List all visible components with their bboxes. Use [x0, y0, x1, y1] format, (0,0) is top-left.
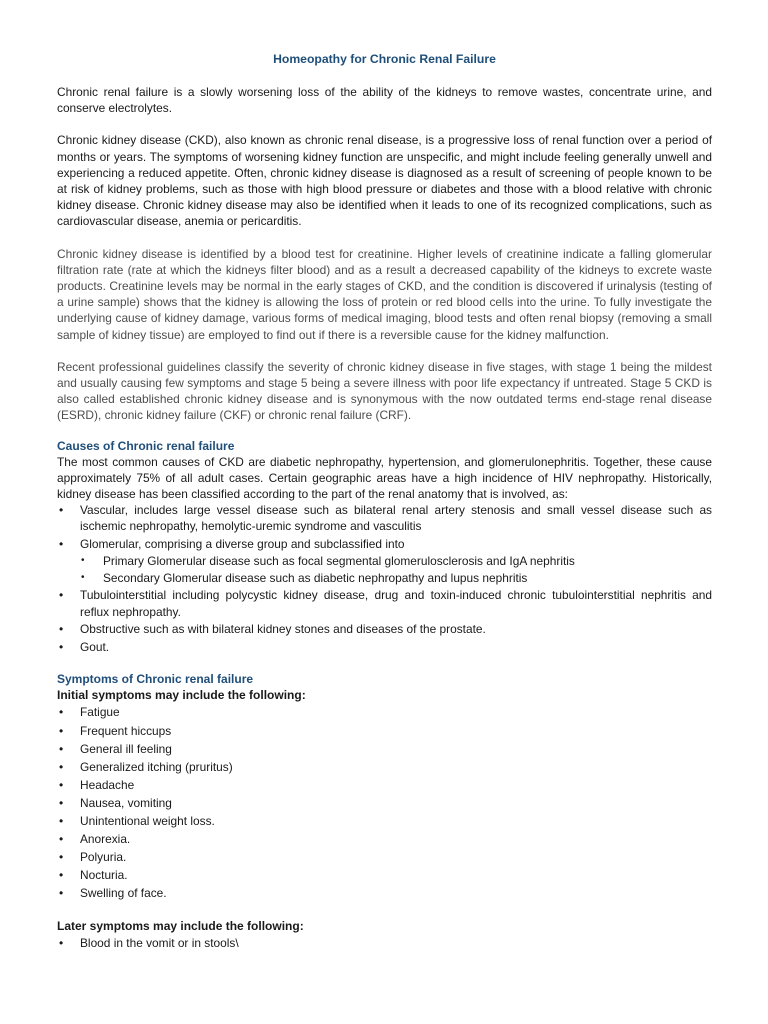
list-item: • Frequent hiccups	[57, 723, 712, 739]
later-symptoms-list	[57, 935, 712, 951]
paragraph-intro: Chronic renal failure is a slowly worsening loss of the ability of the kidneys to remove wastes, concentrate urine, and conserve electrolytes.	[57, 85, 712, 116]
list-item: • General ill feeling	[57, 741, 712, 757]
document-title: Homeopathy for Chronic Renal Failure	[273, 52, 496, 66]
list-item: • Obstructive such as with bilateral kidney stones and diseases of the prostate.	[57, 621, 712, 637]
list-item: • Secondary Glomerular disease such as diabetic nephropathy and lupus nephritis	[80, 570, 712, 586]
list-item: • Nausea, vomiting	[57, 795, 712, 811]
list-item: • Fatigue	[57, 704, 712, 720]
paragraph-creatinine: Chronic kidney disease is identified by a blood test for creatinine. Higher levels of creatinine indicate a falling glomerular filtration rate (rate at which the kidneys filter blood) and as a result a decreased capability of the kidneys to excrete waste products. Creatinine levels may be normal in the early stages of CKD, and the condition is discovered if urinalysis (testing of a urine sample) shows that the kidney is allowing the loss of protein or red blood cells into the urine. To fully investigate the underlying cause of kidney damage, various forms of medical imaging, blood tests and often renal biopsy (removing a small sample of kidney tissue) are employed to find out if there is a reversible cause for the kidney malfunction.	[57, 246, 712, 342]
paragraph-ckd: Chronic kidney disease (CKD), also known as chronic renal disease, is a progressive loss of renal function over a period of months or years. The symptoms of worsening kidney function are unspecific, and might include feeling generally unwell and experiencing a reduced appetite. Often, chronic kidney disease is diagnosed as a result of screening of people known to be at risk of kidney problems, such as those with high blood pressure or diabetes and those with a blood relative with chronic kidney disease. Chronic kidney disease may also be identified when it leads to one of its recognized complications, such as cardiovascular disease, anemia or pericarditis.	[57, 133, 712, 229]
initial-symptoms-label: Initial symptoms may include the following:	[57, 688, 306, 703]
list-item: • Polyuria.	[57, 849, 712, 865]
list-item: • Generalized itching (pruritus)	[57, 759, 712, 775]
later-symptoms-label: Later symptoms may include the following:	[57, 918, 304, 933]
initial-symptoms-list	[57, 704, 712, 901]
symptoms-heading: Symptoms of Chronic renal failure	[57, 672, 254, 687]
list-item: • Tubulointerstitial including polycystic kidney disease, drug and toxin-induced chronic tubulointerstitial nephritis and reflux nephropathy.	[57, 587, 712, 619]
glomerular-sublist	[80, 553, 712, 585]
list-item: • Swelling of face.	[57, 885, 712, 901]
list-item: • Gout.	[57, 639, 712, 655]
list-item: • Nocturia.	[57, 867, 712, 883]
causes-heading: Causes of Chronic renal failure	[57, 438, 235, 453]
list-item: • Glomerular, comprising a diverse group and subclassified into • Primary Glomerular disease such as focal segmental glomerulosclerosis and IgA nephritis • Secondary Glomerular disease such as diabetic nephropathy and lupus nephritis	[57, 536, 712, 586]
list-item: • Blood in the vomit or in stools\	[57, 935, 712, 951]
causes-list	[57, 502, 712, 655]
list-item: • Vascular, includes large vessel disease such as bilateral renal artery stenosis and small vessel disease such as ischemic nephropathy, hemolytic-uremic syndrome and vasculitis	[57, 502, 712, 534]
list-item: • Primary Glomerular disease such as focal segmental glomerulosclerosis and IgA nephritis	[80, 553, 712, 569]
causes-intro: The most common causes of CKD are diabetic nephropathy, hypertension, and glomerulonephritis. Together, these cause approximately 75% of all adult cases. Certain geographic areas have a high incidence of HIV nephropathy. Historically, kidney disease has been classified according to the part of the renal anatomy that is involved, as:	[57, 454, 712, 502]
paragraph-stages: Recent professional guidelines classify the severity of chronic kidney disease in five stages, with stage 1 being the mildest and usually causing few symptoms and stage 5 being a severe illness with poor life expectancy if untreated. Stage 5 CKD is also called established chronic kidney disease and is synonymous with the now outdated terms end-stage renal disease (ESRD), chronic kidney failure (CKF) or chronic renal failure (CRF).	[57, 359, 712, 423]
list-item: • Unintentional weight loss.	[57, 813, 712, 829]
list-item: • Anorexia.	[57, 831, 712, 847]
list-item: • Headache	[57, 777, 712, 793]
